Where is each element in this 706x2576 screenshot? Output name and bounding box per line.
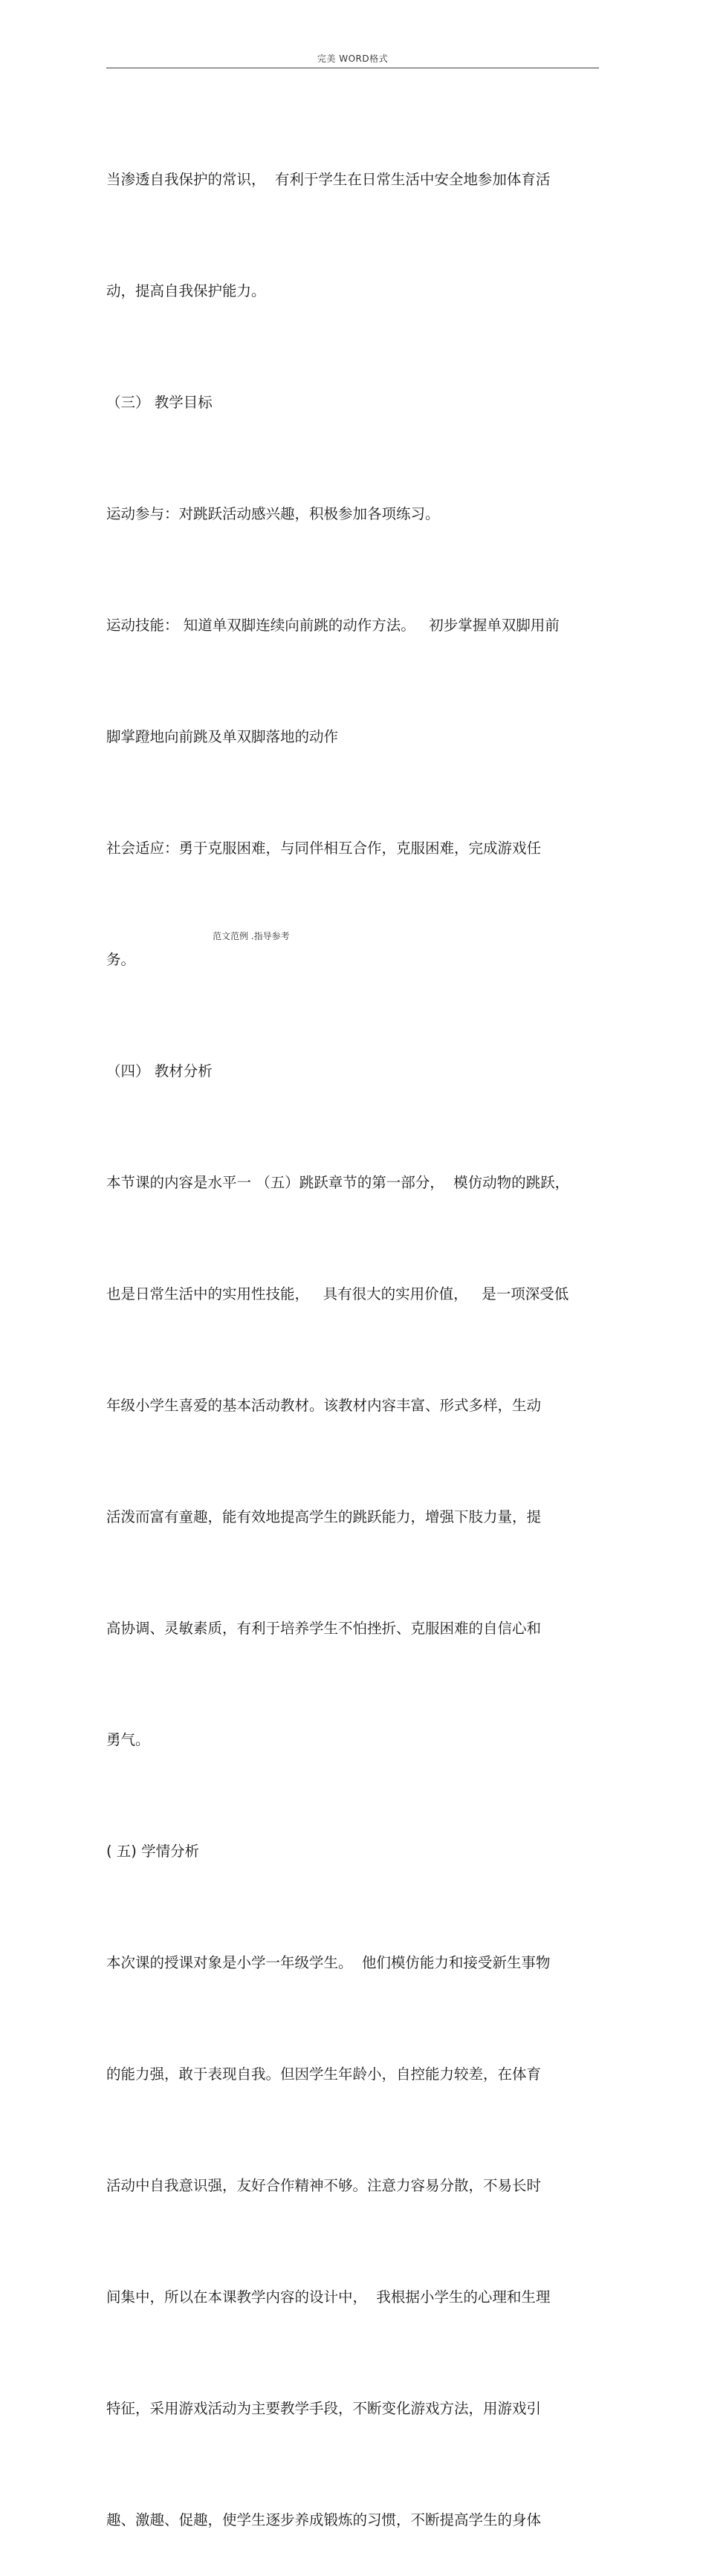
body-line: 年级小学生喜爱的基本活动教材。该教材内容丰富、形式多样，生动 <box>106 1397 542 1414</box>
document-body <box>106 87 612 2576</box>
body-line: 务。 <box>106 951 136 968</box>
section-heading-objectives: （三） 教学目标 <box>106 394 213 411</box>
body-line: 本次课的授课对象是小学一年级学生。 他们模仿能力和接受新生事物 <box>106 1954 551 1971</box>
body-line: 勇气。 <box>106 1731 150 1748</box>
body-line: 社会适应：勇于克服困难，与同伴相互合作，克服困难，完成游戏任 <box>106 840 542 857</box>
page-header: 完美 WORD格式 <box>317 53 389 64</box>
body-line: 当渗透自我保护的常识， 有利于学生在日常生活中安全地参加体育活 <box>106 171 551 188</box>
section-heading-material: （四） 教材分析 <box>106 1062 213 1080</box>
body-line: 活动中自我意识强，友好合作精神不够。注意力容易分散，不易长时 <box>106 2177 542 2194</box>
body-line: 动，提高自我保护能力。 <box>106 282 266 299</box>
body-line: 脚掌蹬地向前跳及单双脚落地的动作 <box>106 728 339 745</box>
body-line: 运动参与：对跳跃活动感兴趣，积极参加各项练习。 <box>106 505 440 522</box>
body-line: 高协调、灵敏素质，有利于培养学生不怕挫折、克服困难的自信心和 <box>106 1620 542 1637</box>
body-line: 本节课的内容是水平一 （五）跳跃章节的第一部分， 模仿动物的跳跃， <box>106 1174 570 1191</box>
body-line: 间集中，所以在本课教学内容的设计中， 我根据小学生的心理和生理 <box>106 2288 551 2306</box>
body-line: 运动技能： 知道单双脚连续向前跳的动作方法。 初步掌握单双脚用前 <box>106 617 560 634</box>
body-line: 的能力强，敢于表现自我。但因学生年龄小，自控能力较差，在体育 <box>106 2066 542 2083</box>
section-heading-learners: ( 五) 学情分析 <box>106 1843 200 1860</box>
body-line: 活泼而富有童趣，能有效地提高学生的跳跃能力，增强下肢力量，提 <box>106 1508 542 1525</box>
page-footer: 范文范例 .指导参考 <box>213 931 290 941</box>
body-line: 特征，采用游戏活动为主要教学手段，不断变化游戏方法，用游戏引 <box>106 2400 542 2417</box>
body-line: 也是日常生活中的实用性技能， 具有很大的实用价值， 是一项深受低 <box>106 1285 569 1302</box>
body-line: 趣、激趣、促趣，使学生逐步养成锻炼的习惯，不断提高学生的身体 <box>106 2511 542 2528</box>
